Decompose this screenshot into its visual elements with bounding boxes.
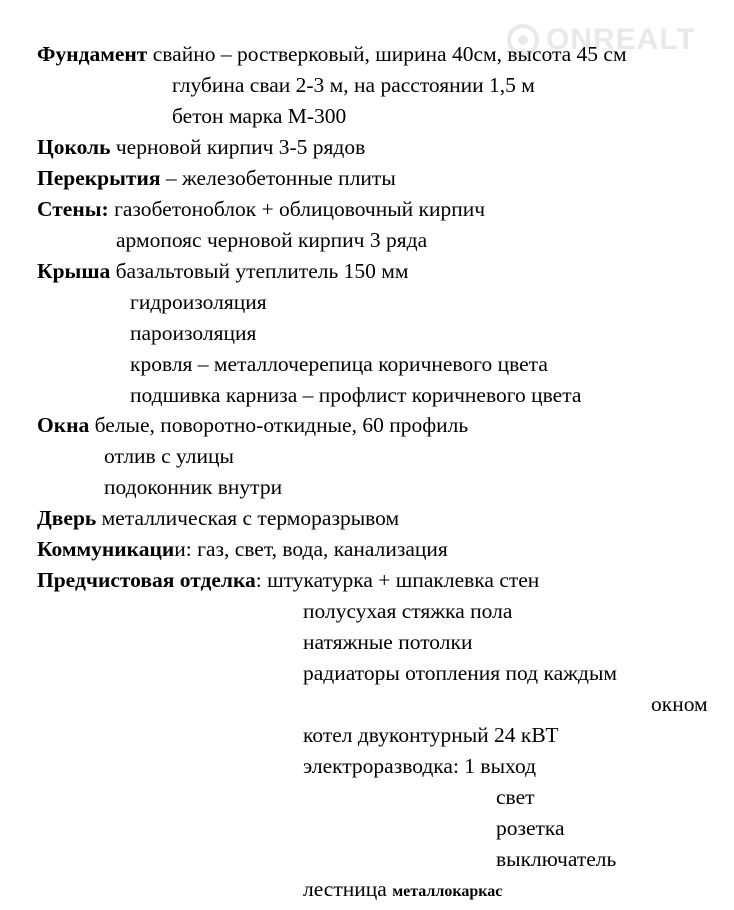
- utilities-label: Коммуникаци: [37, 537, 175, 561]
- roof-label: Крыша: [37, 259, 111, 283]
- windows-value: белые, поворотно-откидные, 60 профиль: [94, 413, 469, 437]
- windows-line-1: [37, 412, 468, 438]
- door-line: [37, 505, 399, 531]
- walls-line-2: армопояс черновой кирпич 3 ряда: [116, 228, 428, 252]
- roof-line-3: пароизоляция: [130, 321, 257, 345]
- foundation-line-2: глубина сваи 2-3 м, на расстоянии 1,5 м: [172, 73, 535, 97]
- finishing-line-1: [37, 567, 539, 593]
- finishing-line-11: [303, 876, 502, 902]
- staircase-value: металлокаркас: [392, 883, 503, 900]
- roof-value: базальтовый утеплитель 150 мм: [115, 259, 409, 283]
- walls-line-1: [37, 196, 485, 222]
- finishing-line-4: радиаторы отопления под каждым: [303, 661, 617, 685]
- finishing-line-5: окном: [651, 692, 708, 716]
- roof-line-4: кровля – металлочерепица коричневого цвета: [130, 352, 548, 376]
- finishing-line-2: полусухая стяжка пола: [303, 599, 513, 623]
- foundation-value: свайно – ростверковый, ширина 40см, высота 45 см: [152, 42, 627, 66]
- finishing-label: Предчистовая отделка: [37, 568, 256, 592]
- plinth-label: Цоколь: [37, 135, 111, 159]
- door-value: металлическая с терморазрывом: [101, 506, 400, 530]
- windows-label: Окна: [37, 413, 90, 437]
- roof-line-5: подшивка карниза – профлист коричневого цвета: [130, 383, 582, 407]
- walls-label: Стены:: [37, 197, 109, 221]
- roof-line-2: гидроизоляция: [130, 290, 267, 314]
- finishing-line-8: свет: [496, 785, 535, 809]
- floors-line: [37, 165, 396, 191]
- watermark-text: ONREALT: [546, 23, 696, 56]
- finishing-line-3: натяжные потолки: [303, 630, 473, 654]
- foundation-label: Фундамент: [37, 42, 148, 66]
- plinth-line: [37, 134, 365, 160]
- foundation-line-3: бетон марка М-300: [172, 104, 347, 128]
- foundation-line-1: [37, 41, 627, 67]
- finishing-line-7: электроразводка: 1 выход: [303, 754, 537, 778]
- floors-label: Перекрытия: [37, 166, 161, 190]
- utilities-value: и: газ, свет, вода, канализация: [174, 537, 448, 561]
- utilities-line: [37, 536, 448, 562]
- floors-value: – железобетонные плиты: [165, 166, 396, 190]
- windows-line-2: отлив с улицы: [104, 444, 234, 468]
- roof-line-1: [37, 258, 408, 284]
- finishing-line-10: выключатель: [496, 847, 617, 871]
- finishing-value: : штукатурка + шпаклевка стен: [255, 568, 540, 592]
- finishing-line-6: котел двуконтурный 24 кВТ: [303, 723, 559, 747]
- staircase-label: лестница: [303, 877, 387, 901]
- windows-line-3: подоконник внутри: [104, 475, 283, 499]
- finishing-line-9: розетка: [496, 816, 565, 840]
- walls-value: газобетоноблок + облицовочный кирпич: [114, 197, 486, 221]
- door-label: Дверь: [37, 506, 97, 530]
- plinth-value: черновой кирпич 3-5 рядов: [115, 135, 366, 159]
